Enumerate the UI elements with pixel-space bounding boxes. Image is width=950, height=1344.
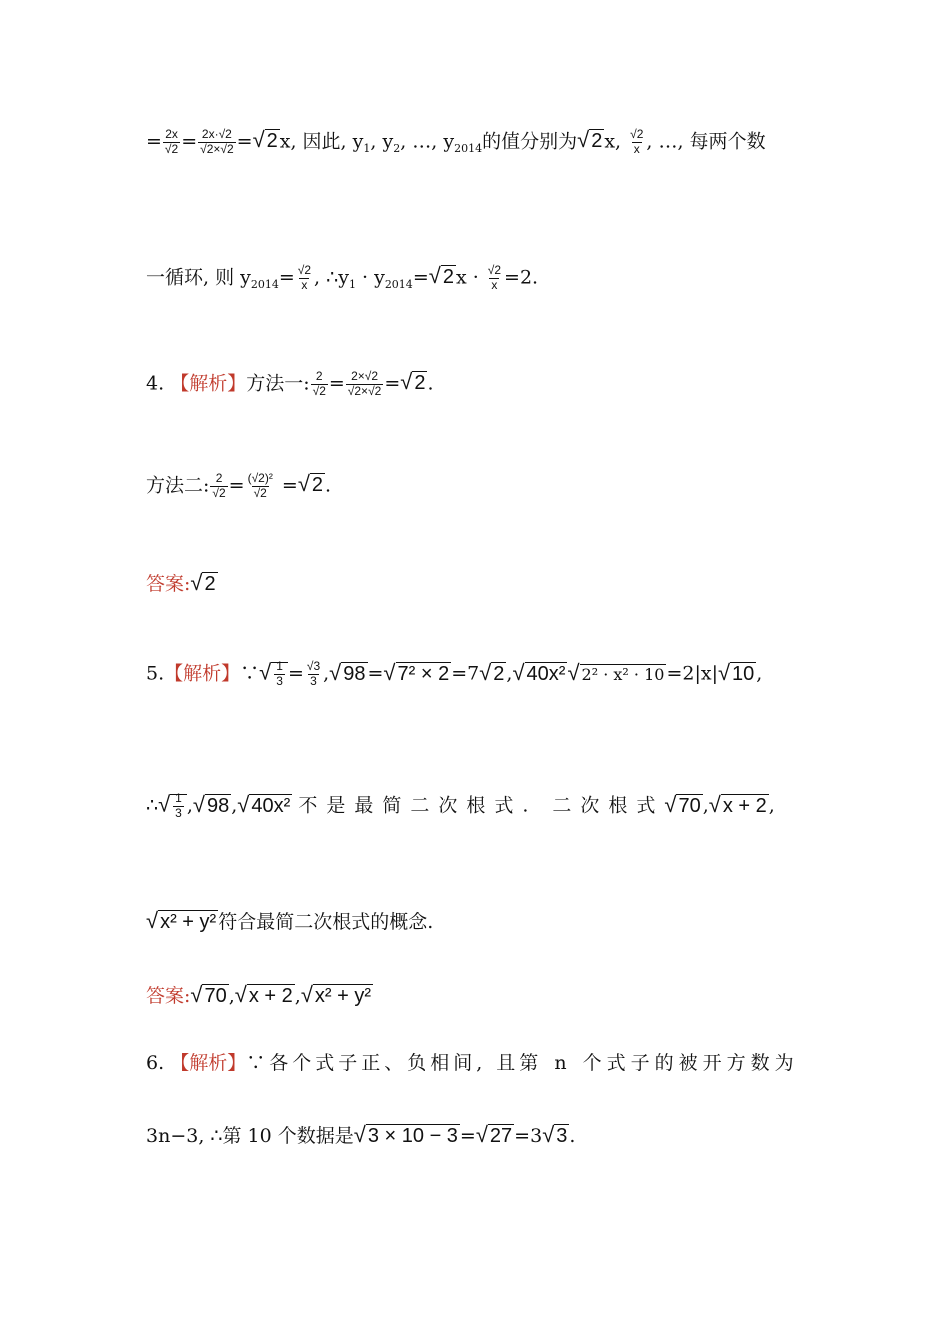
radical: √ 40x² xyxy=(237,791,291,817)
radical: √ 98 xyxy=(192,791,230,817)
subscript: 1 xyxy=(363,142,371,156)
radical: √ 2 xyxy=(252,127,278,153)
fraction xyxy=(628,128,645,157)
subscript: 1 xyxy=(348,278,356,292)
radicand: 2² · x² · 10 xyxy=(581,664,665,684)
method-label: 方法一: xyxy=(246,372,310,395)
radicand: 70 xyxy=(204,985,227,1007)
fraction xyxy=(274,660,285,689)
text: =2. xyxy=(504,266,539,289)
equals-sign: = xyxy=(236,130,253,153)
radical: √ 40x² xyxy=(512,659,566,685)
radical: √ 70 xyxy=(664,791,701,817)
denominator: √2×√2 xyxy=(347,383,382,398)
comma: , xyxy=(231,794,238,817)
comma: , xyxy=(756,662,763,685)
text: , y xyxy=(370,130,394,153)
numerator: 2 xyxy=(315,369,323,383)
radical: √ 2 xyxy=(577,127,603,153)
question-number: 6. xyxy=(146,1052,165,1074)
text: 的值分别为 xyxy=(482,130,578,153)
fraction xyxy=(296,264,313,293)
radical: √ 2 xyxy=(190,570,216,595)
radical: √ 2 xyxy=(428,263,454,289)
denominator: √2 xyxy=(253,485,267,500)
fraction xyxy=(210,472,227,501)
comma: , xyxy=(294,985,301,1007)
text: , …, y xyxy=(400,130,455,153)
radicand: 2 xyxy=(414,372,426,395)
subscript: 2014 xyxy=(250,278,279,292)
denominator: √2 xyxy=(212,485,226,500)
comma: , xyxy=(768,794,775,817)
numerator: 2x·√2 xyxy=(201,127,232,141)
equals-sign: = xyxy=(278,266,295,289)
radicand: x + 2 xyxy=(722,794,767,817)
comma: , xyxy=(323,662,330,685)
numerator: 1 xyxy=(175,791,182,805)
numerator: √2 xyxy=(297,263,312,277)
solution-line-1 xyxy=(146,128,810,157)
equals-sign: = xyxy=(328,372,345,395)
radicand: 2 xyxy=(204,573,216,595)
analysis-tag: 【解析】 xyxy=(164,662,241,685)
answer-label: 答案: xyxy=(146,573,191,595)
numerator: 2x xyxy=(165,127,178,141)
fraction xyxy=(346,370,384,399)
equals-sign: = xyxy=(384,372,401,395)
numerator: 1 xyxy=(276,659,283,673)
denominator: 3 xyxy=(310,674,317,689)
radical: √ $\frac{1}{3}$ xyxy=(259,660,288,689)
text: · y xyxy=(355,266,385,289)
analysis-tag: 【解析】 xyxy=(170,372,247,395)
fraction xyxy=(311,370,328,399)
answer-label: 答案: xyxy=(146,985,191,1007)
text: x · xyxy=(455,266,485,289)
radical: √ $\frac{1}{3}$ xyxy=(158,792,187,821)
text: =2|x| xyxy=(666,662,718,685)
radical: √ 10 xyxy=(717,659,755,685)
radical: √ 98 xyxy=(329,659,366,685)
denominator: x xyxy=(301,277,308,292)
text: , ∴y xyxy=(314,266,349,289)
denominator: x xyxy=(491,277,498,292)
comma: , xyxy=(506,662,513,685)
question-6-line-1 xyxy=(146,1054,810,1073)
method-label: 方法二: xyxy=(146,474,210,497)
therefore-symbol: ∴ xyxy=(146,794,159,817)
radical: √ x² + y² xyxy=(146,908,217,933)
radical: √ 27 xyxy=(475,1122,513,1147)
equals-sign: = xyxy=(412,266,429,289)
radicand: x² + y² xyxy=(160,911,217,933)
numerator: 2×√2 xyxy=(351,369,379,383)
equals-sign: = xyxy=(275,474,298,497)
radicand: 10 xyxy=(732,662,755,685)
fraction xyxy=(305,660,322,689)
radicand: 98 xyxy=(343,662,366,685)
equals-sign: = xyxy=(367,662,384,685)
equals-sign: = xyxy=(459,1125,476,1147)
radical: √ 2 xyxy=(479,659,505,685)
fraction xyxy=(173,792,184,821)
equals-sign: = xyxy=(228,474,245,497)
comma: , xyxy=(702,794,709,817)
radical: √ 2 xyxy=(400,369,426,395)
text: x, xyxy=(604,130,628,153)
question-5-line-2 xyxy=(146,792,810,821)
subscript: 2 xyxy=(393,142,401,156)
fraction xyxy=(246,472,275,501)
radical: √ 2² · x² · 10 xyxy=(567,659,665,685)
text: =7 xyxy=(451,662,480,685)
comma: , xyxy=(186,794,193,817)
period: . xyxy=(427,372,434,395)
radical: √ x + 2 xyxy=(234,982,293,1007)
numerator: √2 xyxy=(487,263,502,277)
radical: √ 7² × 2 xyxy=(383,659,450,685)
comma: , xyxy=(228,985,235,1007)
fraction xyxy=(198,128,236,157)
numerator: 2 xyxy=(215,471,223,485)
radical: √ x + 2 xyxy=(708,791,767,817)
text: , …, 每两 xyxy=(646,130,728,153)
question-number: 4. xyxy=(146,372,165,395)
radical: √ 2 xyxy=(297,471,324,497)
subscript: 2014 xyxy=(384,278,413,292)
question-number: 5. xyxy=(146,662,165,685)
text: =3 xyxy=(514,1125,543,1147)
denominator: 3 xyxy=(276,673,283,688)
numerator: (√2)² xyxy=(247,471,273,485)
denominator: √2 xyxy=(312,383,326,398)
denominator: √2×√2 xyxy=(200,141,234,156)
text: 第 n 个式子的被开方数为 xyxy=(519,1052,799,1074)
text: 符合最简二次根式的概念. xyxy=(218,911,434,933)
radicand: 40x² xyxy=(251,794,291,817)
answer-5 xyxy=(146,984,810,1006)
question-5-line-1 xyxy=(146,660,810,689)
radicand: 3 xyxy=(556,1125,568,1147)
period: . xyxy=(325,474,332,497)
radical: √ 3 xyxy=(542,1122,568,1147)
equals-sign: = xyxy=(146,130,162,153)
question-5-line-3 xyxy=(146,910,810,932)
radicand: 2 xyxy=(442,266,454,289)
text: 个数 xyxy=(727,130,766,153)
text: 3n−3, ∴第 10 个数据是 xyxy=(146,1125,354,1147)
period: . xyxy=(569,1125,576,1147)
equals-sign: = xyxy=(287,662,304,685)
denominator: 3 xyxy=(175,805,182,820)
radicand: 2 xyxy=(311,474,324,497)
radical: √ x² + y² xyxy=(300,982,372,1007)
text: ∵各个式子正、负相间, 且 xyxy=(246,1052,520,1074)
because-symbol: ∵ xyxy=(240,662,260,685)
radicand: 2 xyxy=(493,662,505,685)
fraction xyxy=(486,264,503,293)
numerator: √2 xyxy=(630,127,644,141)
radicand: 27 xyxy=(489,1125,513,1147)
radicand: 40x² xyxy=(526,662,566,685)
denominator: x xyxy=(633,141,640,156)
radicand: 98 xyxy=(206,794,230,817)
solution-line-2 xyxy=(146,264,810,293)
subscript: 2014 xyxy=(454,142,483,156)
radicand: 70 xyxy=(678,794,701,817)
radicand: x² + y² xyxy=(314,985,372,1007)
radicand: x + 2 xyxy=(248,985,293,1007)
question-4-method-2 xyxy=(146,472,810,501)
radical: √ 3 × 10 − 3 xyxy=(353,1122,458,1147)
question-4-method-1 xyxy=(146,370,810,399)
text: 不是最简二次根式. 二次根式 xyxy=(298,794,665,817)
radicand: 2 xyxy=(591,130,603,153)
answer-4 xyxy=(146,572,810,594)
numerator: √3 xyxy=(306,659,321,674)
radicand: 7² × 2 xyxy=(397,662,450,685)
radicand: 3 × 10 − 3 xyxy=(367,1125,458,1147)
text: 一循环, 则 y xyxy=(146,266,251,289)
equals-sign: = xyxy=(181,130,198,153)
text: x, 因此, y xyxy=(279,130,364,153)
analysis-tag: 【解析】 xyxy=(170,1052,247,1074)
fraction xyxy=(163,128,180,157)
denominator: √2 xyxy=(164,141,179,156)
question-6-line-2 xyxy=(146,1124,810,1146)
radical: √ 70 xyxy=(190,982,227,1007)
radicand: 2 xyxy=(266,130,278,153)
